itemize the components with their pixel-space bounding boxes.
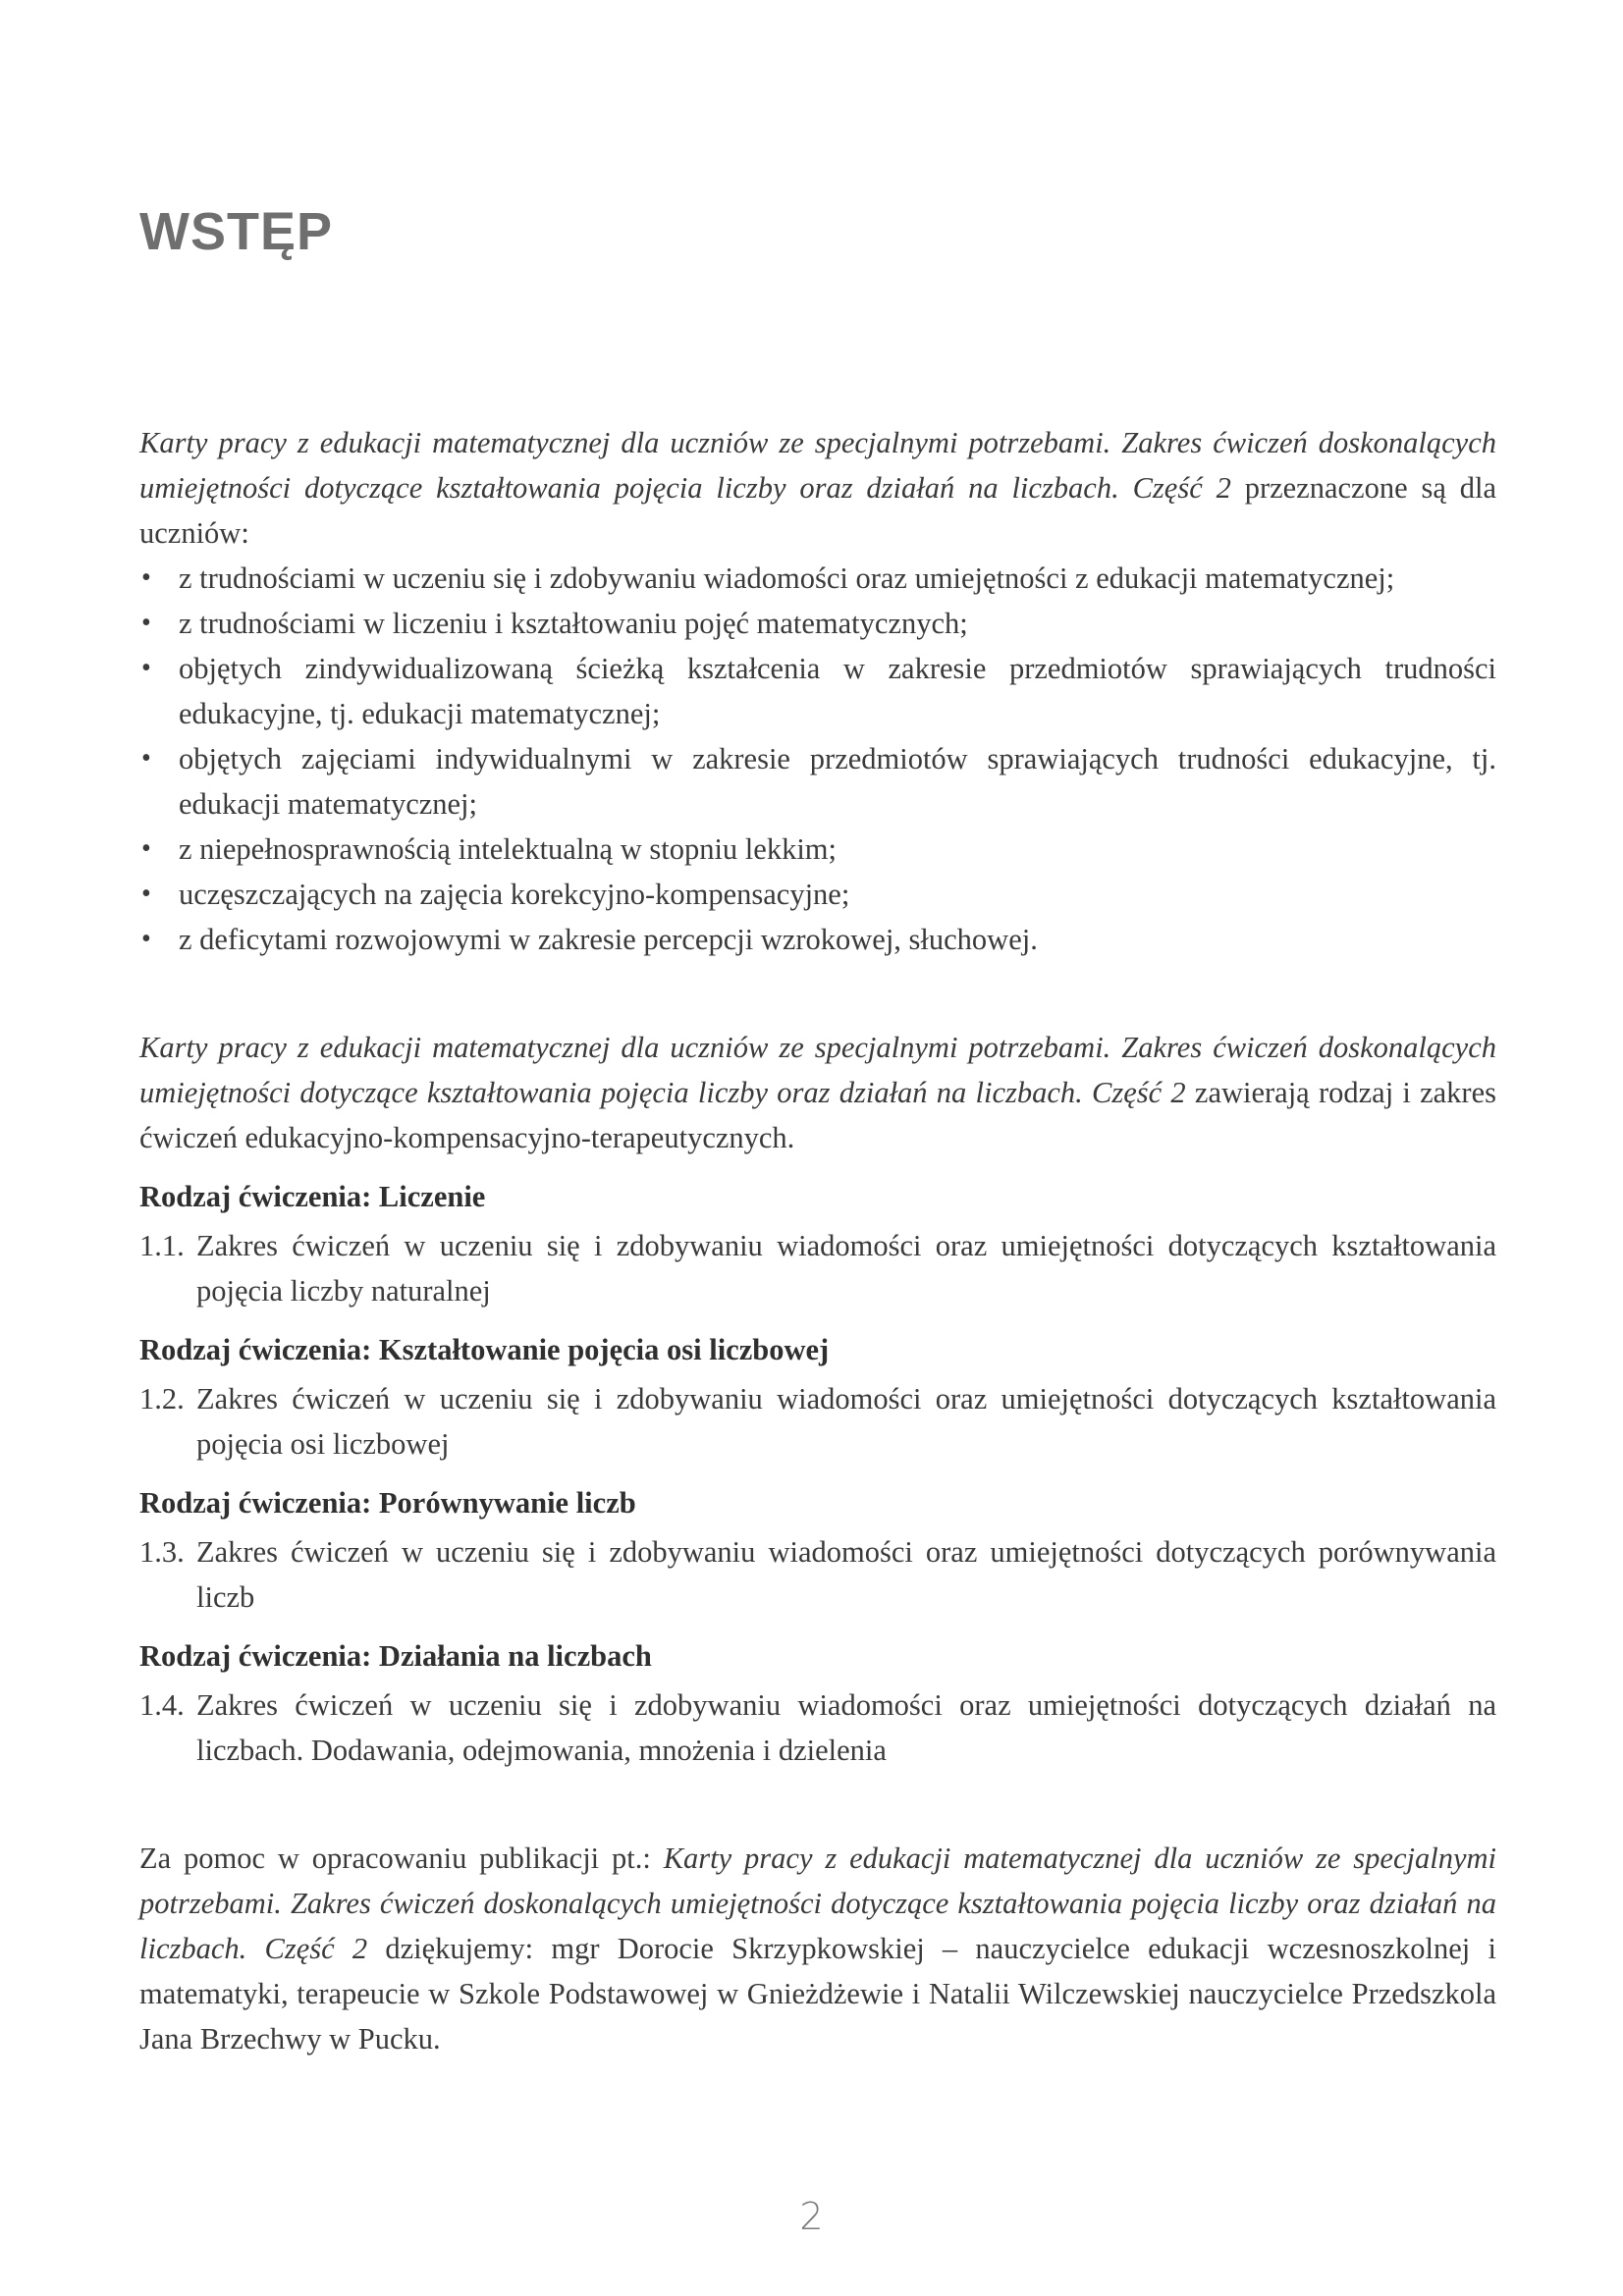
exercise-heading: Rodzaj ćwiczenia: Porównywanie liczb	[139, 1486, 636, 1520]
acknowledgements-text: dziękujemy: mgr Dorocie Skrzypkowskiej – nauczycielce edukacji wczesnoszkolnej i matematyki, terapeucie w Szkole Podstawowej w Gnieżdżewie i Natalii Wilczewskiej nauczycielce Przedszkola Jana Brzechwy w Pucku.	[139, 1932, 1496, 2056]
page-number: 2	[799, 2195, 824, 2238]
exercise-number: 1.3.	[139, 1535, 185, 1569]
list-item: • objętych zindywidualizowaną ścieżką kształcenia w zakresie przedmiotów sprawiających trudności edukacyjne, tj. edukacji matematycznej;	[139, 646, 1496, 736]
page-content	[139, 420, 1496, 2061]
exercise-item	[139, 1529, 1496, 1620]
page-title: WSTĘP	[139, 202, 334, 261]
publication-title: Karty pracy z edukacji matematycznej dla uczniów ze specjalnymi potrzebami. Zakres ćwiczeń doskonalących umiejętności dotyczące kształtowania pojęcia liczby oraz działań na liczbach. Część 2	[139, 1031, 1496, 1109]
intro-paragraph	[139, 420, 1496, 556]
publication-title: Karty pracy z edukacji matematycznej dla uczniów ze specjalnymi potrzebami. Zakres ćwiczeń doskonalących umiejętności dotyczące kształtowania pojęcia liczby oraz działań na liczbach. Część 2	[139, 426, 1496, 505]
exercise-item	[139, 1223, 1496, 1313]
target-students-list	[139, 556, 1496, 962]
exercise-heading: Rodzaj ćwiczenia: Kształtowanie pojęcia osi liczbowej	[139, 1333, 830, 1366]
exercise-number: 1.1.	[139, 1229, 185, 1262]
list-item: • z trudnościami w uczeniu się i zdobywaniu wiadomości oraz umiejętności z edukacji matematycznej;	[139, 556, 1496, 601]
acknowledgements-paragraph	[139, 1836, 1496, 2061]
contents-text: zawierają rodzaj i zakres ćwiczeń edukacyjno-kompensacyjno-terapeutycznych.	[139, 1076, 1496, 1154]
exercise-item	[139, 1682, 1496, 1773]
exercise-number: 1.2.	[139, 1382, 185, 1415]
exercise-description: Zakres ćwiczeń w uczeniu się i zdobywaniu wiadomości oraz umiejętności dotyczących działań na liczbach. Dodawania, odejmowania, mnożenia i dzielenia	[196, 1688, 1496, 1767]
list-item: • z deficytami rozwojowymi w zakresie percepcji wzrokowej, słuchowej.	[139, 917, 1496, 962]
list-item: • objętych zajęciami indywidualnymi w zakresie przedmiotów sprawiających trudności edukacyjne, tj. edukacji matematycznej;	[139, 736, 1496, 827]
acknowledgements-lead: Za pomoc w opracowaniu publikacji pt.:	[139, 1842, 664, 1875]
exercise-heading: Rodzaj ćwiczenia: Działania na liczbach	[139, 1639, 652, 1673]
exercise-description: Zakres ćwiczeń w uczeniu się i zdobywaniu wiadomości oraz umiejętności dotyczących porównywania liczb	[196, 1535, 1496, 1614]
exercise-item	[139, 1376, 1496, 1467]
exercise-heading: Rodzaj ćwiczenia: Liczenie	[139, 1180, 486, 1213]
list-item: • z trudnościami w liczeniu i kształtowaniu pojęć matematycznych;	[139, 601, 1496, 646]
exercise-number: 1.4.	[139, 1688, 185, 1722]
list-item: • z niepełnosprawnością intelektualną w stopniu lekkim;	[139, 827, 1496, 872]
publication-title: Karty pracy z edukacji matematycznej dla uczniów ze specjalnymi potrzebami. Zakres ćwiczeń doskonalących umiejętności dotyczące kształtowania pojęcia liczby oraz działań na liczbach. Część 2	[139, 1842, 1496, 1965]
exercise-description: Zakres ćwiczeń w uczeniu się i zdobywaniu wiadomości oraz umiejętności dotyczących kształtowania pojęcia liczby naturalnej	[196, 1229, 1496, 1308]
contents-paragraph	[139, 1025, 1496, 1160]
list-item: • uczęszczających na zajęcia korekcyjno-kompensacyjne;	[139, 872, 1496, 917]
intro-text: przeznaczone są dla uczniów:	[139, 471, 1496, 550]
exercise-description: Zakres ćwiczeń w uczeniu się i zdobywaniu wiadomości oraz umiejętności dotyczących kształtowania pojęcia osi liczbowej	[196, 1382, 1496, 1461]
